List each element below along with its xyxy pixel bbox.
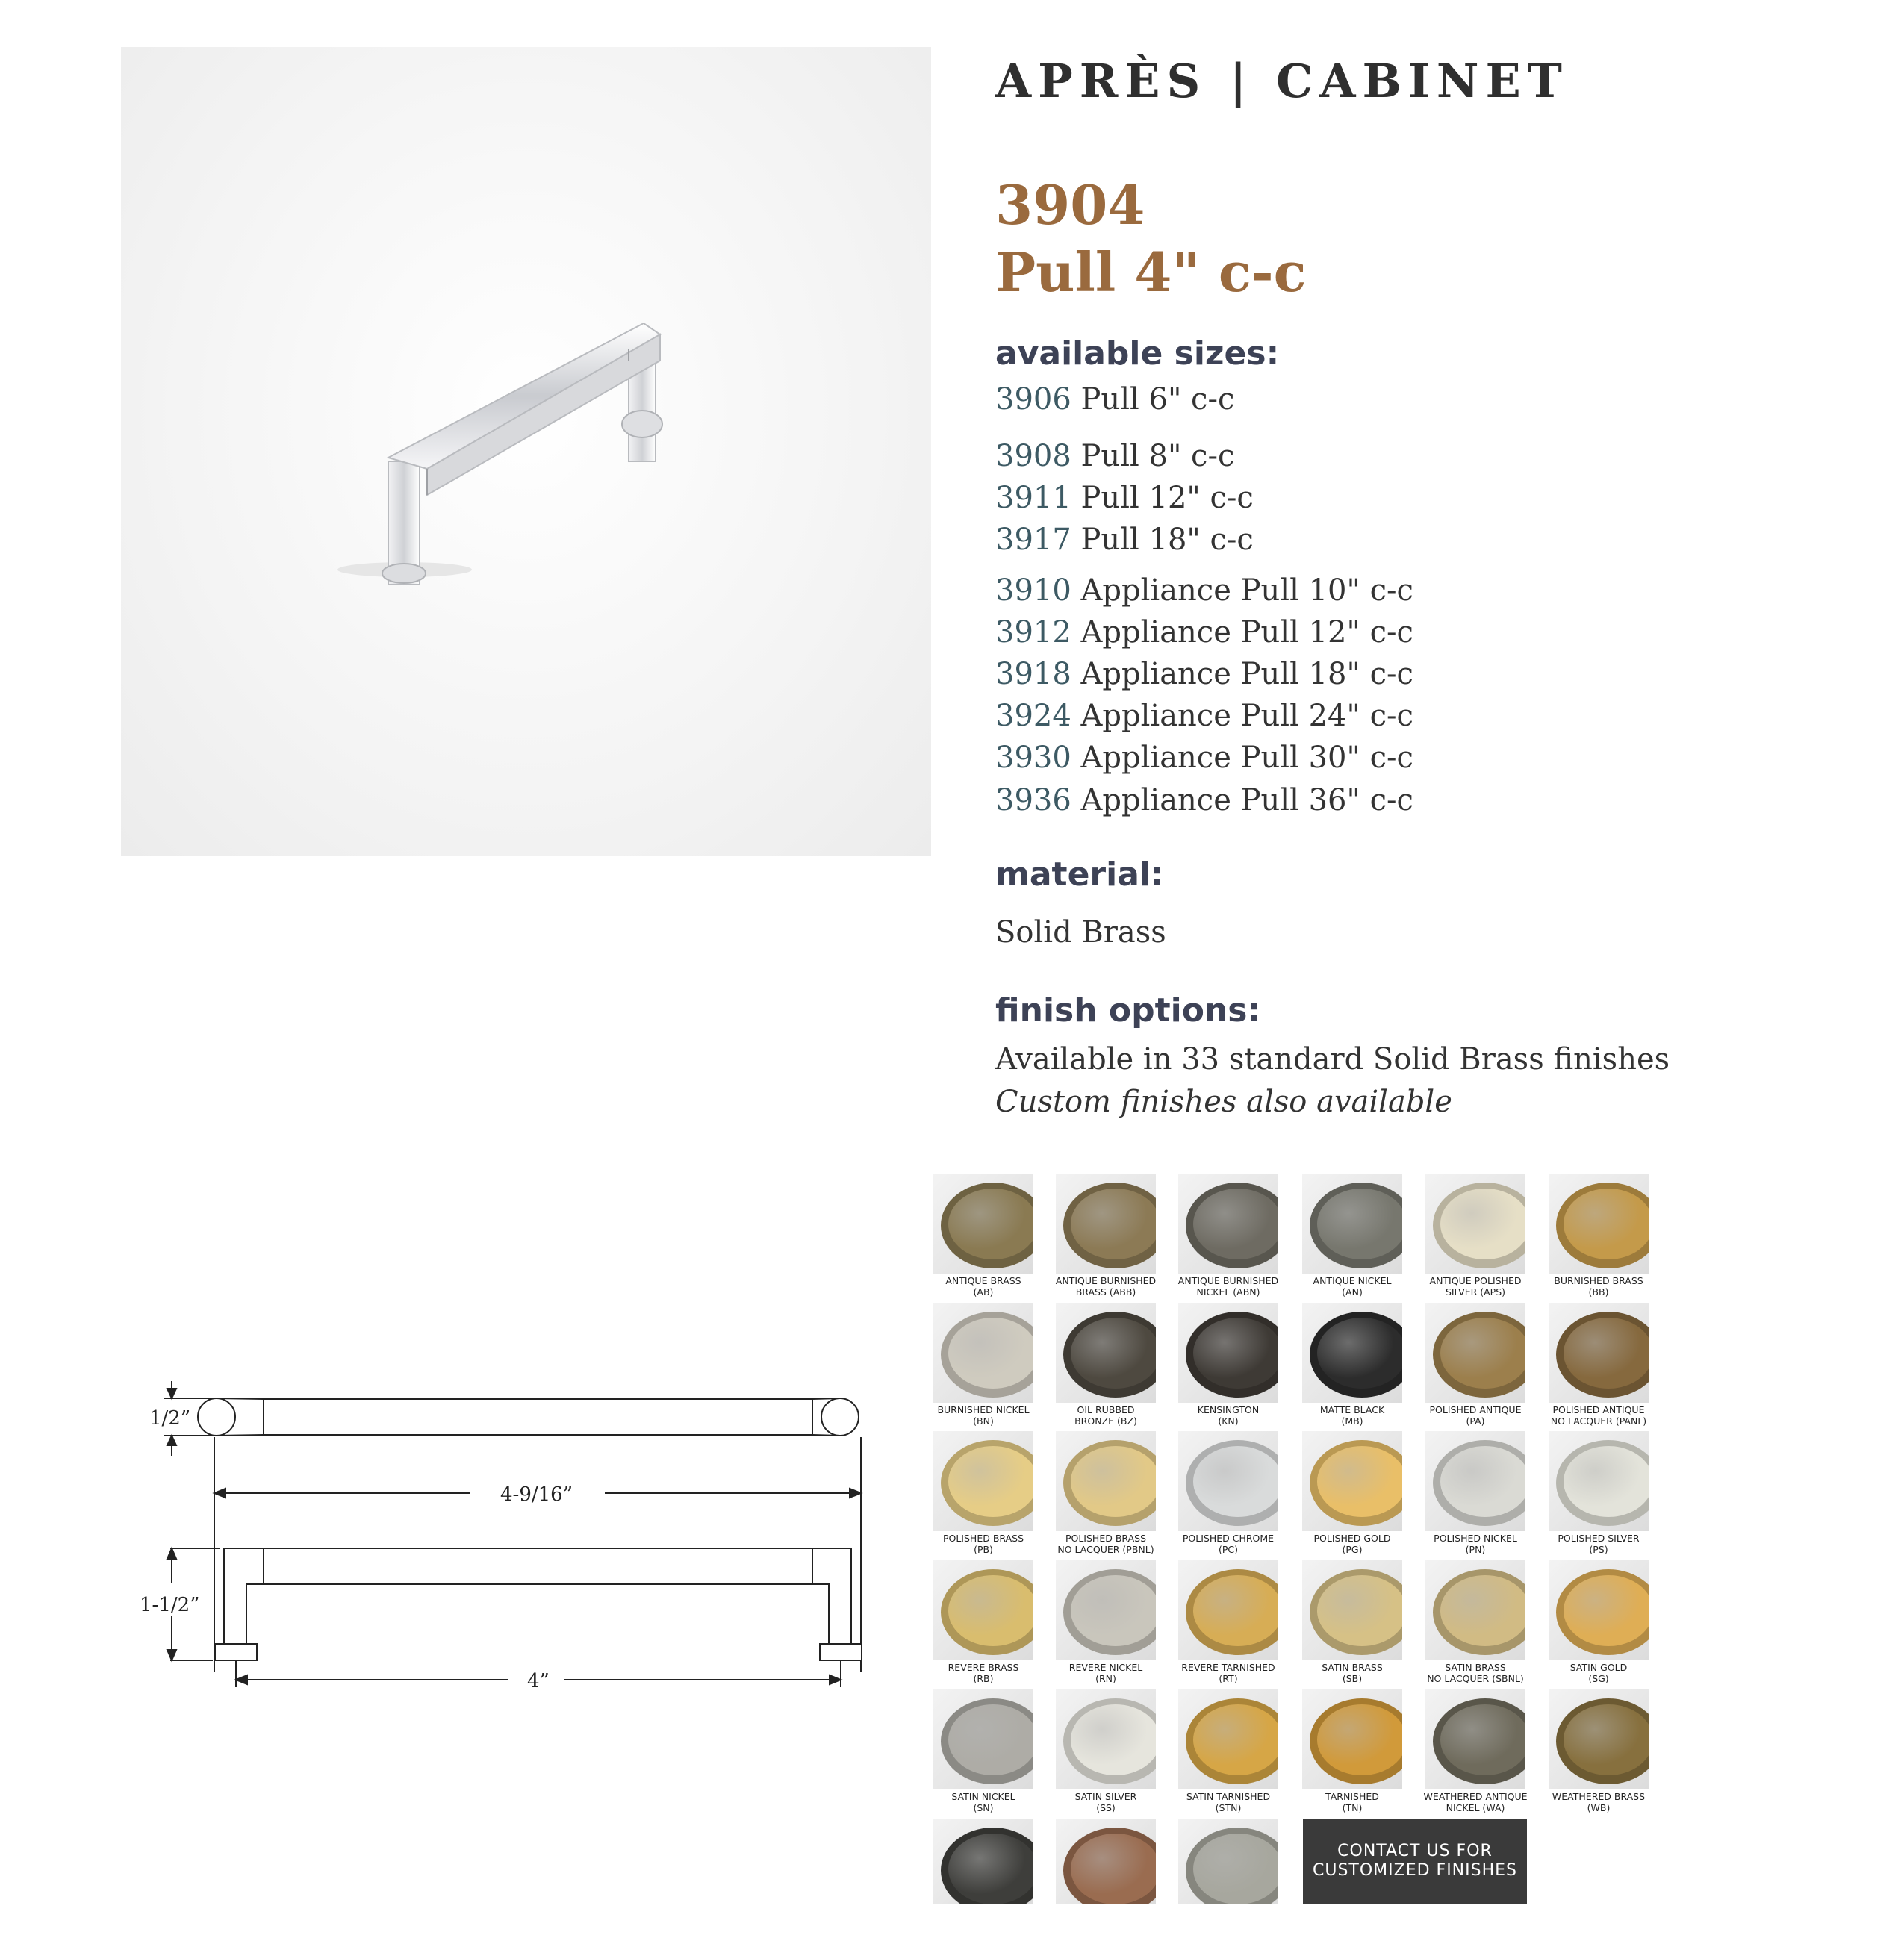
dimension-drawing — [119, 1359, 874, 1702]
contact-custom-finishes-button[interactable] — [1303, 1819, 1527, 1904]
finish-swatch-label: BURNISHED BRASS (BB) — [1554, 1275, 1643, 1298]
finish-swatch[interactable] — [933, 1174, 1033, 1302]
knob-sample — [1302, 1174, 1402, 1274]
size-description: Pull 8" c-c — [1080, 439, 1235, 473]
finish-swatch-label: REVERE BRASS (RB) — [948, 1662, 1019, 1684]
knob-sample — [1178, 1303, 1278, 1403]
finish-swatch[interactable] — [1302, 1689, 1402, 1818]
finish-swatch-label: SATIN SILVER (SS) — [1074, 1791, 1137, 1813]
size-item — [995, 481, 1254, 515]
size-description: Pull 6" c-c — [1080, 382, 1235, 417]
knob-sample — [933, 1174, 1033, 1274]
finish-swatch[interactable] — [1178, 1689, 1278, 1818]
knob-sample — [933, 1560, 1033, 1660]
finish-swatch-label: POLISHED ANTIQUE NO LACQUER (PANL) — [1550, 1404, 1647, 1427]
knob-sample — [1549, 1560, 1649, 1660]
finish-swatch[interactable] — [1549, 1174, 1649, 1302]
finish-swatch[interactable] — [1302, 1431, 1402, 1560]
finish-swatch-label: WEATHERED BRASS (WB) — [1552, 1791, 1646, 1813]
finish-swatch-label: OIL RUBBED BRONZE (BZ) — [1074, 1404, 1137, 1427]
finish-swatch-label: POLISHED GOLD (PG) — [1313, 1533, 1391, 1555]
knob-sample — [1302, 1431, 1402, 1531]
knob-sample — [1425, 1689, 1525, 1789]
size-description: Appliance Pull 12" c-c — [1080, 615, 1413, 649]
size-item — [995, 741, 1413, 775]
finish-swatch[interactable] — [1056, 1560, 1156, 1689]
dim-height: 1-1/2” — [140, 1594, 200, 1616]
finish-custom-text: Custom finishes also available — [995, 1085, 1452, 1119]
finish-swatch-label: REVERE NICKEL (RN) — [1068, 1662, 1143, 1684]
finish-swatch[interactable] — [1302, 1174, 1402, 1302]
knob-sample — [1178, 1560, 1278, 1660]
finish-swatch[interactable] — [1056, 1689, 1156, 1818]
finish-swatch[interactable] — [1178, 1819, 1278, 1947]
finish-swatch[interactable] — [1056, 1174, 1156, 1302]
knob-sample — [1425, 1174, 1525, 1274]
finish-swatch[interactable] — [1056, 1431, 1156, 1560]
dim-overall: 4-9/16” — [500, 1483, 573, 1506]
product-name: Pull 4" c-c — [995, 240, 1307, 304]
knob-sample — [1056, 1431, 1156, 1531]
dim-cc: 4” — [527, 1670, 550, 1692]
knob-sample — [1549, 1174, 1649, 1274]
size-item — [995, 699, 1413, 733]
finish-swatch-label: POLISHED CHROME (PC) — [1182, 1533, 1275, 1555]
size-item — [995, 615, 1413, 649]
product-photo — [121, 47, 931, 856]
knob-sample — [1425, 1303, 1525, 1403]
finish-swatch-label: POLISHED BRASS NO LACQUER (PBNL) — [1057, 1533, 1154, 1555]
size-description: Appliance Pull 10" c-c — [1080, 573, 1413, 608]
knob-sample — [933, 1303, 1033, 1403]
finish-swatch[interactable] — [1056, 1303, 1156, 1431]
size-item — [995, 573, 1413, 608]
finish-swatch[interactable] — [1549, 1431, 1649, 1560]
knob-sample — [933, 1431, 1033, 1531]
knob-sample — [933, 1689, 1033, 1789]
size-item — [995, 439, 1234, 473]
material-value: Solid Brass — [995, 915, 1166, 950]
sizes-heading: available sizes: — [995, 334, 1280, 373]
size-description: Appliance Pull 18" c-c — [1080, 657, 1413, 691]
finish-swatch[interactable] — [1056, 1819, 1156, 1947]
size-code: 3917 — [995, 523, 1071, 557]
finish-swatch[interactable] — [1423, 1689, 1528, 1818]
finish-swatch[interactable] — [933, 1689, 1033, 1818]
knob-sample — [1056, 1303, 1156, 1403]
finish-swatch[interactable] — [1178, 1560, 1278, 1689]
knob-sample — [1178, 1819, 1278, 1904]
finish-swatch[interactable] — [1549, 1303, 1649, 1431]
finish-swatch[interactable] — [1302, 1560, 1402, 1689]
knob-sample — [1178, 1174, 1278, 1274]
knob-sample — [1549, 1303, 1649, 1403]
finish-swatch-label: KENSINGTON (KN) — [1197, 1404, 1260, 1427]
finish-standard-text: Available in 33 standard Solid Brass finishes — [995, 1042, 1670, 1077]
size-description: Appliance Pull 30" c-c — [1080, 741, 1413, 775]
pull-handle-illustration — [121, 47, 931, 856]
finish-swatch-label: MATTE BLACK (MB) — [1319, 1404, 1385, 1427]
finish-swatch[interactable] — [1425, 1560, 1525, 1689]
finish-swatch-label: SATIN NICKEL (SN) — [951, 1791, 1015, 1813]
size-description: Appliance Pull 36" c-c — [1080, 783, 1413, 817]
size-item — [995, 382, 1234, 417]
size-code: 3906 — [995, 382, 1071, 417]
knob-sample — [1056, 1689, 1156, 1789]
size-description: Pull 18" c-c — [1080, 523, 1254, 557]
finish-heading: finish options: — [995, 991, 1261, 1029]
size-code: 3936 — [995, 783, 1071, 817]
size-item — [995, 523, 1254, 557]
finish-swatch[interactable] — [933, 1819, 1033, 1947]
knob-sample — [1056, 1560, 1156, 1660]
size-description: Pull 12" c-c — [1080, 481, 1254, 515]
dim-diameter: 1/2” — [149, 1407, 191, 1430]
finish-swatch-label: ANTIQUE BURNISHED BRASS (ABB) — [1055, 1275, 1157, 1298]
material-heading: material: — [995, 856, 1164, 894]
knob-sample — [1302, 1689, 1402, 1789]
brand-title: APRÈS | CABINET — [995, 54, 1569, 108]
knob-sample — [1549, 1431, 1649, 1531]
size-item — [995, 783, 1413, 817]
finish-swatch[interactable] — [1178, 1431, 1278, 1560]
finish-swatch-label: ANTIQUE BURNISHED NICKEL (ABN) — [1177, 1275, 1279, 1298]
finish-swatch[interactable] — [1549, 1689, 1649, 1818]
size-item — [995, 657, 1413, 691]
size-code: 3908 — [995, 439, 1071, 473]
knob-sample — [1549, 1689, 1649, 1789]
knob-sample — [1056, 1174, 1156, 1274]
finish-swatch-label: POLISHED ANTIQUE (PA) — [1429, 1404, 1522, 1427]
contact-label: CONTACT US FOR CUSTOMIZED FINISHES — [1312, 1842, 1518, 1880]
finish-swatch-label: SATIN BRASS (SB) — [1322, 1662, 1383, 1684]
finish-swatch-label: REVERE TARNISHED (RT) — [1181, 1662, 1275, 1684]
finish-swatch-label: SATIN TARNISHED (STN) — [1186, 1791, 1271, 1813]
finish-swatch[interactable] — [1178, 1303, 1278, 1431]
finish-swatch-label: WEATHERED ANTIQUE NICKEL (WA) — [1423, 1791, 1528, 1813]
knob-sample — [1178, 1689, 1278, 1789]
finish-swatch[interactable] — [1549, 1560, 1649, 1689]
finish-swatch[interactable] — [1425, 1174, 1525, 1302]
knob-sample — [1302, 1560, 1402, 1660]
finish-swatch-label: POLISHED NICKEL (PN) — [1434, 1533, 1517, 1555]
finish-swatch-label: BURNISHED NICKEL (BN) — [937, 1404, 1030, 1427]
size-code: 3918 — [995, 657, 1071, 691]
knob-sample — [1425, 1431, 1525, 1531]
finish-swatch[interactable] — [933, 1560, 1033, 1689]
knob-sample — [1178, 1431, 1278, 1531]
knob-sample — [1425, 1560, 1525, 1660]
finish-swatch[interactable] — [1425, 1431, 1525, 1560]
finish-swatch[interactable] — [1178, 1174, 1278, 1302]
finish-swatch-label: POLISHED SILVER (PS) — [1558, 1533, 1640, 1555]
finish-swatch[interactable] — [1302, 1303, 1402, 1431]
finish-swatch[interactable] — [933, 1431, 1033, 1560]
finish-swatch-label: TARNISHED (TN) — [1325, 1791, 1379, 1813]
finish-swatch[interactable] — [933, 1303, 1033, 1431]
knob-sample — [1056, 1819, 1156, 1904]
finish-swatch-label: SATIN GOLD (SG) — [1569, 1662, 1628, 1684]
size-description: Appliance Pull 24" c-c — [1080, 699, 1413, 733]
size-code: 3911 — [995, 481, 1071, 515]
knob-sample — [933, 1819, 1033, 1904]
finish-swatch-label: ANTIQUE POLISHED SILVER (APS) — [1429, 1275, 1522, 1298]
product-number: 3904 — [995, 173, 1145, 237]
size-code: 3930 — [995, 741, 1071, 775]
finish-swatch-label: ANTIQUE NICKEL (AN) — [1313, 1275, 1392, 1298]
finish-swatch-label: POLISHED BRASS (PB) — [942, 1533, 1024, 1555]
finish-swatch-label: SATIN BRASS NO LACQUER (SBNL) — [1427, 1662, 1524, 1684]
size-code: 3912 — [995, 615, 1071, 649]
size-code: 3910 — [995, 573, 1071, 608]
knob-sample — [1302, 1303, 1402, 1403]
size-code: 3924 — [995, 699, 1071, 733]
finish-swatch[interactable] — [1425, 1303, 1525, 1431]
finish-swatch-label: ANTIQUE BRASS (AB) — [945, 1275, 1021, 1298]
